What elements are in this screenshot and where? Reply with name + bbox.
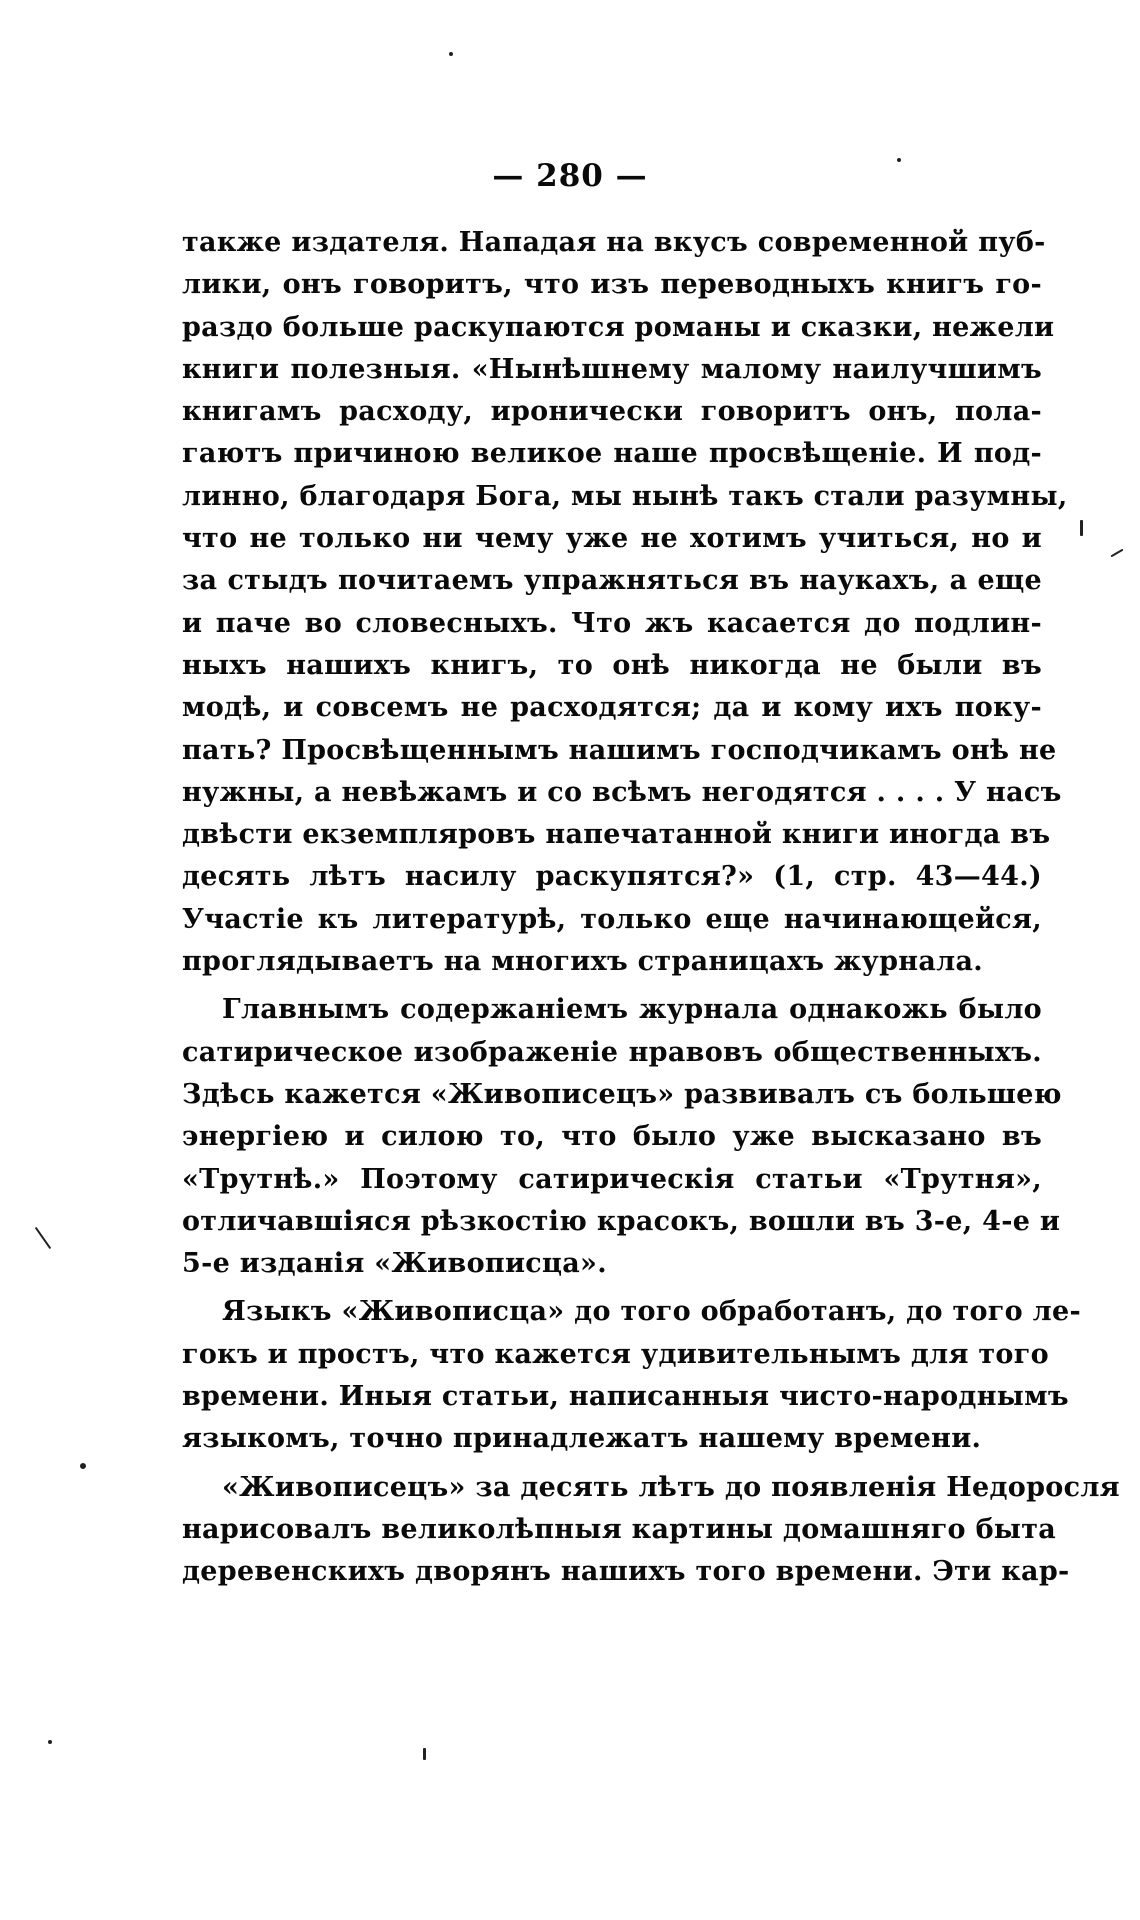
body-text: [182, 222, 1120, 1600]
text-line: проглядываетъ на многихъ страницахъ журнала.: [182, 946, 983, 978]
text-line: Участіе къ литературѣ, только еще начинающейся,: [182, 903, 1042, 935]
text-line: и паче во словесныхъ. Что жъ касается до подлин-: [182, 607, 1042, 639]
scan-speck: [1080, 520, 1083, 536]
text-line: нужны, а невѣжамъ и со всѣмъ негодятся . . . . У насъ: [182, 776, 1062, 808]
paragraph-4: [182, 1467, 1120, 1594]
paragraph-2: [182, 989, 1062, 1285]
paragraph-3: [182, 1291, 1081, 1460]
scan-speck: [48, 1740, 52, 1744]
scan-speck: [423, 1748, 426, 1760]
text-line: раздо больше раскупаются романы и сказки, нежели: [182, 311, 1055, 343]
text-line: пать? Просвѣщеннымъ нашимъ господчикамъ онѣ не: [182, 734, 1057, 766]
text-line: времени. Иныя статьи, написанныя чисто-народнымъ: [182, 1381, 1069, 1413]
text-line: двѣсти екземпляровъ напечатанной книги иногда въ: [182, 819, 1051, 851]
text-line: за стыдъ почитаемъ упражняться въ наукахъ, а еще: [182, 565, 1042, 597]
text-line: лики, онъ говоритъ, что изъ переводныхъ книгъ го-: [182, 269, 1042, 301]
text-line: Главнымъ содержаніемъ журнала однакожь было: [222, 994, 1042, 1026]
text-line: энергіею и силою то, что было уже высказано въ: [182, 1121, 1042, 1153]
text-line: Здѣсь кажется «Живописецъ» развивалъ съ большею: [182, 1078, 1062, 1110]
text-line: гаютъ причиною великое наше просвѣщеніе. И под-: [182, 438, 1042, 470]
text-line: что не только ни чему уже не хотимъ учиться, но и: [182, 523, 1042, 555]
scan-speck: [80, 1463, 86, 1469]
text-line: отличавшіяся рѣзкостію красокъ, вошли въ 3-е, 4-е и: [182, 1205, 1061, 1237]
paragraph-1: [182, 222, 1068, 983]
scan-speck: [897, 158, 901, 162]
text-line: модѣ, и совсемъ не расходятся; да и кому ихъ поку-: [182, 692, 1042, 724]
scan-speck: [449, 52, 453, 56]
text-line: «Трутнѣ.» Поэтому сатирическія статьи «Трутня»,: [182, 1163, 1042, 1195]
scan-speck: [1110, 549, 1123, 558]
text-line: также издателя. Нападая на вкусъ современной пуб-: [182, 227, 1046, 258]
page-number: — 280 —: [492, 158, 648, 194]
text-line: книгамъ расходу, иронически говоритъ онъ, пола-: [182, 396, 1042, 428]
text-line: деревенскихъ дворянъ нашихъ того времени. Эти кар-: [182, 1556, 1070, 1588]
text-line: «Живописецъ» за десять лѣтъ до появленія Недоросля: [222, 1471, 1120, 1503]
scan-speck: [35, 1227, 52, 1249]
text-line: языкомъ, точно принадлежатъ нашему времени.: [182, 1423, 982, 1455]
text-line: 5-е изданія «Живописца».: [182, 1248, 607, 1280]
text-line: сатирическое изображеніе нравовъ общественныхъ.: [182, 1036, 1042, 1068]
text-line: линно, благодаря Бога, мы нынѣ такъ стали разумны,: [182, 480, 1068, 512]
text-line: книги полезныя. «Нынѣшнему малому наилучшимъ: [182, 353, 1042, 385]
text-line: ныхъ нашихъ книгъ, то онѣ никогда не были въ: [182, 649, 1042, 681]
text-line: десять лѣтъ насилу раскупятся?» (1, стр. 43—44.): [182, 861, 1042, 893]
text-line: нарисовалъ великолѣпныя картины домашняго быта: [182, 1513, 1057, 1545]
text-line: Языкъ «Живописца» до того обработанъ, до того ле-: [222, 1296, 1081, 1328]
text-line: гокъ и простъ, что кажется удивительнымъ для того: [182, 1338, 1049, 1370]
